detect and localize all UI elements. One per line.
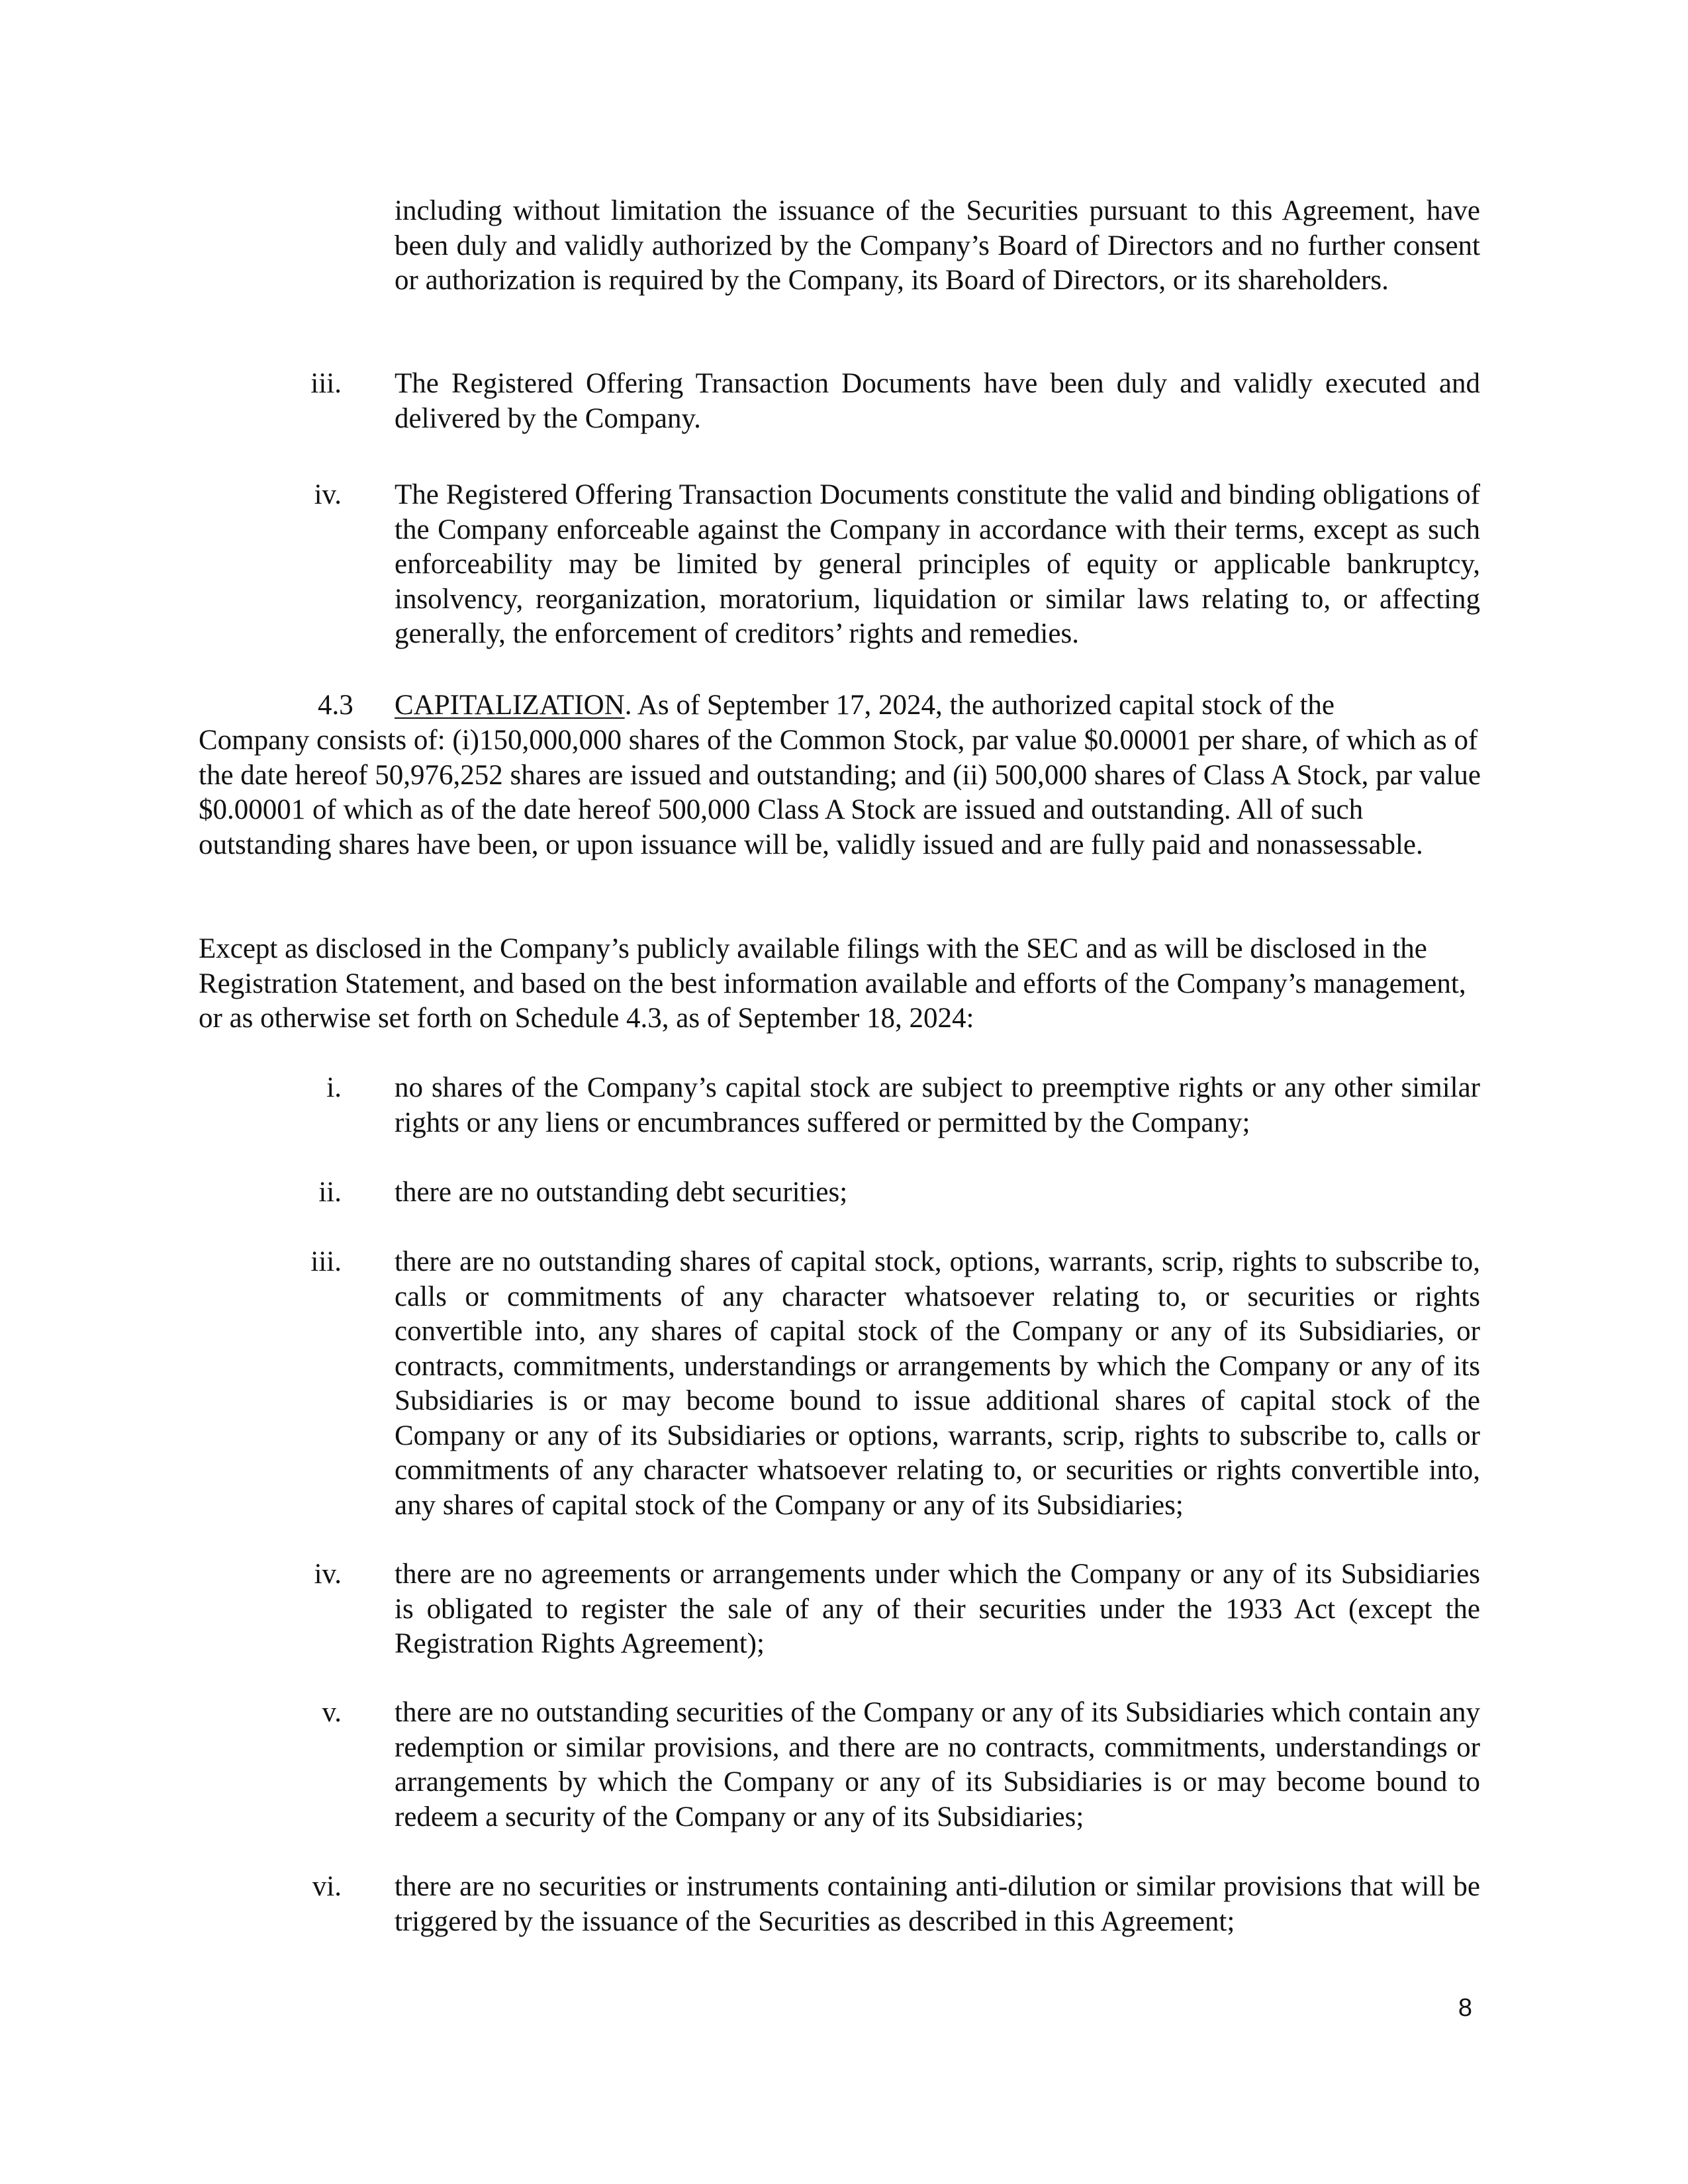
list-numeral: vi. — [312, 1871, 342, 1902]
except-paragraph: Except as disclosed in the Company’s publicly available filings with the SEC and as will be disclosed in the Registration Statement, and based on the best information available and efforts of the Company’s management, or as otherwise set forth on Schedule 4.3, as of September 18, 2024: — [199, 933, 1466, 1034]
list-numeral: iii. — [310, 368, 342, 399]
list-item-text: there are no outstanding debt securities; — [395, 1177, 848, 1208]
section-heading: CAPITALIZATION — [395, 690, 625, 721]
page-number: 8 — [1458, 1994, 1472, 2022]
continuation-paragraph: including without limitation the issuance of the Securities pursuant to this Agreement, have been duly and validly authorized by the Company’s Board of Directors and no further consent or authorization is required by the Company, its Board of Directors, or its shareholders. — [395, 195, 1480, 296]
list-item-text: The Registered Offering Transaction Documents have been duly and validly executed and delivered by the Company. — [395, 368, 1480, 434]
list-item-text: no shares of the Company’s capital stock are subject to preemptive rights or any other similar rights or any liens or encumbrances suffered or permitted by the Company; — [395, 1072, 1480, 1138]
section-number: 4.3 — [318, 690, 353, 721]
list-numeral: iv. — [314, 479, 342, 510]
capitalization-body: Company consists of: (i)150,000,000 shares of the Common Stock, par value $0.00001 per share, of which as of the date hereof 50,976,252 shares are issued and outstanding; and (ii) 500,000 shares of Class A Stock, par value $0.00001 of which as of the date hereof 500,000 Class A Stock are issued and outstanding. All of such outstanding shares have been, or upon issuance will be, validly issued and are fully paid and nonassessable. — [199, 725, 1481, 860]
list-numeral: iii. — [310, 1246, 342, 1277]
list-item-text: The Registered Offering Transaction Documents constitute the valid and binding obligations of the Company enforceable against the Company in accordance with their terms, except as such enforceability may be limited by general principles of equity or applicable bankruptcy, insolvency, reorganization, moratorium, liquidation or similar laws relating to, or affecting generally, the enforcement of creditors’ rights and remedies. — [395, 479, 1480, 649]
list-numeral: i. — [326, 1072, 342, 1103]
list-item-text: there are no agreements or arrangements under which the Company or any of its Subsidiaries is obligated to register the sale of any of their securities under the 1933 Act (except the Registration Rights Agreement); — [395, 1559, 1480, 1659]
list-item-text: there are no outstanding securities of the Company or any of its Subsidiaries which contain any redemption or similar provisions, and there are no contracts, commitments, understandings or arrangements by which the Company or any of its Subsidiaries is or may become bound to redeem a security of the Company or any of its Subsidiaries; — [395, 1697, 1480, 1833]
section-first-line — [395, 688, 1335, 723]
section-first-line-text: . As of September 17, 2024, the authorized capital stock of the — [624, 690, 1335, 721]
list-item-text: there are no outstanding shares of capital stock, options, warrants, scrip, rights to subscribe to, calls or commitments of any character whatsoever relating to, or securities or rights convertible into, any shares of capital stock of the Company or any of its Subsidiaries, or contracts, commitments, understandings or arrangements by which the Company or any of its Subsidiaries is or may become bound to issue additional shares of capital stock of the Company or any of its Subsidiaries or options, warrants, scrip, rights to subscribe to, calls or commitments of any character whatsoever relating to, or securities or rights convertible into, any shares of capital stock of the Company or any of its Subsidiaries; — [395, 1246, 1480, 1521]
list-item-text: there are no securities or instruments containing anti-dilution or similar provisions that will be triggered by the issuance of the Securities as described in this Agreement; — [395, 1871, 1480, 1937]
list-numeral: v. — [322, 1697, 342, 1728]
list-numeral: iv. — [314, 1559, 342, 1590]
list-numeral: ii. — [318, 1177, 342, 1208]
